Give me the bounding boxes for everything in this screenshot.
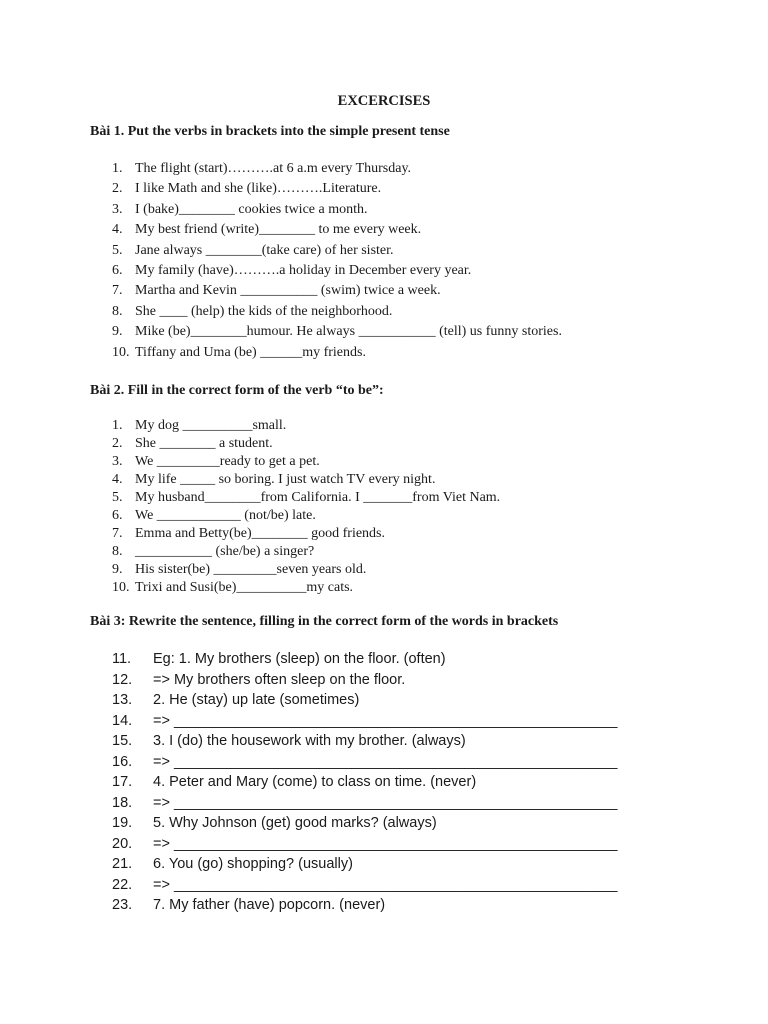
list-item-number: 8. [112,303,123,319]
list-item [112,281,562,301]
section-1-heading: Bài 1. Put the verbs in brackets into the simple present tense [90,124,450,139]
list-item-number: 20. [112,835,133,852]
list-item [112,179,562,199]
list-item-text: I (bake)________ cookies twice a month. [135,201,368,217]
section-3-heading: Bài 3: Rewrite the sentence, filling in the correct form of the words in brackets [90,614,559,629]
list-item-number: 6. [112,262,123,278]
list-item-number: 16. [112,753,133,770]
list-item-text: My family (have)……….a holiday in December every year. [135,262,472,278]
list-item [112,417,500,435]
list-item [112,261,562,281]
list-item-text: My life _____ so boring. I just watch TV every night. [135,472,436,487]
list-item [112,793,618,814]
list-item [112,453,500,471]
list-item [112,435,500,453]
list-item-number: 3. [112,201,123,217]
list-item [112,690,618,711]
list-item-text: His sister(be) _________seven years old. [135,562,367,577]
list-item-text: => _______________________________________________________ [153,753,618,770]
list-item [112,507,500,525]
list-item-text: My husband________from California. I _______from Viet Nam. [135,490,501,505]
list-item-number: 3. [112,454,123,469]
list-item-number: 18. [112,794,133,811]
list-item-number: 10. [112,580,130,595]
list-item-text: 6. You (go) shopping? (usually) [153,856,353,872]
list-item-text: 2. He (stay) up late (sometimes) [153,692,360,708]
list-item-text: My best friend (write)________ to me every week. [135,222,422,238]
list-item-text: 5. Why Johnson (get) good marks? (always) [153,815,437,831]
list-item-text: We _________ready to get a pet. [135,454,320,469]
list-item [112,875,618,896]
list-item-number: 21. [112,856,133,872]
list-item-number: 5. [112,490,123,505]
list-item-text: => _______________________________________________________ [153,876,618,893]
list-item-number: 7. [112,283,123,299]
list-item-text: Martha and Kevin ___________ (swim) twice a week. [135,283,441,299]
list-item-number: 19. [112,815,133,831]
list-item-number: 1. [112,161,123,176]
list-item-number: 22. [112,876,133,893]
list-item-number: 23. [112,897,133,913]
list-item-number: 4. [112,472,123,487]
list-item-text: Trixi and Susi(be)__________my cats. [135,580,354,595]
list-item [112,543,500,561]
list-item [112,220,562,240]
list-item-text: 7. My father (have) popcorn. (never) [153,897,386,913]
list-item-text: We ____________ (not/be) late. [135,508,316,523]
list-item-text: The flight (start)……….at 6 a.m every Thursday. [135,161,412,176]
list-item [112,711,618,732]
list-item-text: She ________ a student. [135,436,273,451]
list-item-text: My dog __________small. [135,418,287,433]
list-item [112,322,562,342]
list-item-number: 10. [112,344,130,360]
list-item [112,489,500,507]
list-item [112,579,500,597]
list-item-number: 2. [112,181,123,197]
list-item-text: Eg: 1. My brothers (sleep) on the floor. (often) [153,651,446,667]
list-item-number: 6. [112,508,123,523]
list-item-number: 14. [112,712,133,729]
list-item [112,834,618,855]
list-item [112,302,562,322]
list-item-number: 7. [112,526,123,541]
list-item [112,670,618,691]
list-item [112,471,500,489]
list-item [112,561,500,579]
list-item [112,813,618,834]
list-item-text: Jane always ________(take care) of her sister. [135,242,394,258]
list-item-number: 9. [112,324,123,340]
section-2-list [112,417,500,597]
list-item [112,854,618,875]
list-item [112,772,618,793]
list-item-text: Emma and Betty(be)________ good friends. [135,526,386,541]
list-item [112,343,562,363]
list-item [112,649,618,670]
page-title: EXCERCISES [337,93,431,109]
section-2-heading: Bài 2. Fill in the correct form of the verb “to be”: [90,383,384,398]
list-item-number: 17. [112,774,133,790]
list-item [112,731,618,752]
list-item-number: 8. [112,544,123,559]
list-item-text: Mike (be)________humour. He always ___________ (tell) us funny stories. [135,324,562,340]
list-item-text: 3. I (do) the housework with my brother. (always) [153,733,466,749]
list-item [112,159,562,179]
list-item-text: => _______________________________________________________ [153,835,618,852]
list-item-number: 13. [112,692,133,708]
list-item-number: 2. [112,436,123,451]
section-1-list [112,159,562,363]
list-item [112,752,618,773]
list-item [112,525,500,543]
list-item-number: 11. [112,651,132,667]
list-item [112,895,618,916]
list-item-text: 4. Peter and Mary (come) to class on time. (never) [153,774,477,790]
list-item-number: 15. [112,733,133,749]
list-item-text: => _______________________________________________________ [153,712,618,729]
list-item-number: 12. [112,671,133,688]
list-item-text: => My brothers often sleep on the floor. [153,671,406,688]
list-item-text: ___________ (she/be) a singer? [135,544,315,559]
list-item-number: 1. [112,418,123,433]
list-item-text: => _______________________________________________________ [153,794,618,811]
list-item-text: She ____ (help) the kids of the neighborhood. [135,303,393,319]
list-item-text: Tiffany and Uma (be) ______my friends. [135,344,366,360]
list-item [112,200,562,220]
list-item-number: 9. [112,562,123,577]
list-item-text: I like Math and she (like)……….Literature. [135,181,382,197]
list-item [112,241,562,261]
list-item-number: 4. [112,222,123,238]
list-item-number: 5. [112,242,123,258]
section-3-list [112,649,618,916]
